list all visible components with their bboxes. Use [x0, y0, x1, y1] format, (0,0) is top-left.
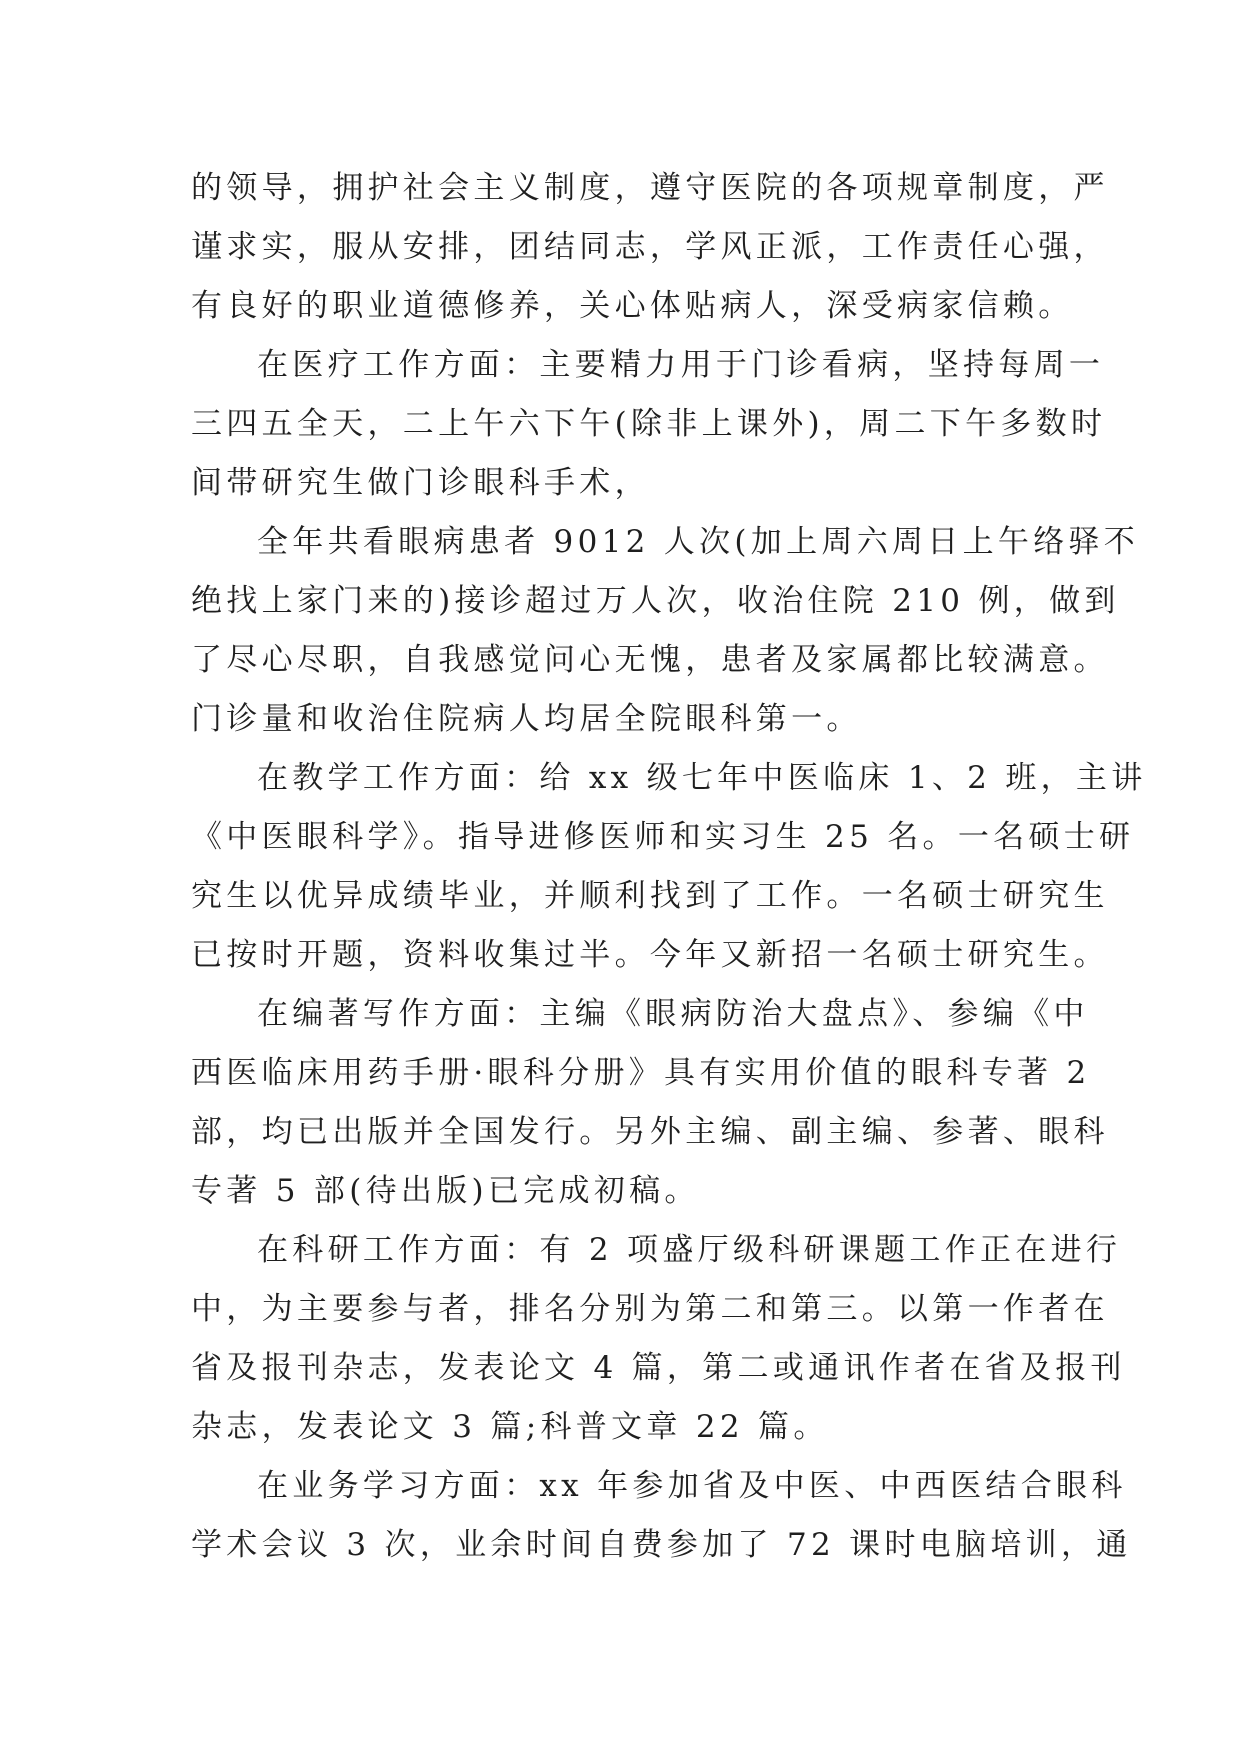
text-line: 的领导，拥护社会主义制度，遵守医院的各项规章制度，严 [191, 170, 1109, 206]
text-line: 有良好的职业道德修养，关心体贴病人，深受病家信赖。 [191, 288, 1074, 324]
text-line: 在医疗工作方面：主要精力用于门诊看病，坚持每周一 [257, 347, 1105, 383]
text-line: 在教学工作方面：给 xx 级七年中医临床 1、2 班，主讲 [257, 760, 1147, 796]
text-line: 全年共看眼病患者 9012 人次(加上周六周日上午络驿不 [257, 524, 1140, 560]
text-line: 杂志，发表论文 3 篇;科普文章 22 篇。 [191, 1409, 829, 1445]
text-line: 绝找上家门来的)接诊超过万人次，收治住院 210 例，做到 [191, 583, 1120, 619]
text-line: 《中医眼科学》。指导进修医师和实习生 25 名。一名硕士研 [191, 819, 1135, 855]
text-line: 在编著写作方面：主编《眼病防治大盘点》、参编《中 [257, 996, 1089, 1032]
text-line: 在业务学习方面：xx 年参加省及中医、中西医结合眼科 [257, 1468, 1127, 1504]
text-line: 西医临床用药手册·眼科分册》具有实用价值的眼科专著 2 [191, 1055, 1091, 1091]
text-line: 间带研究生做门诊眼科手术， [191, 465, 650, 501]
text-line: 究生以优异成绩毕业，并顺利找到了工作。一名硕士研究生 [191, 878, 1109, 914]
text-line: 在科研工作方面：有 2 项盛厅级科研课题工作正在进行 [257, 1232, 1122, 1268]
text-line: 专著 5 部(待出版)已完成初稿。 [191, 1173, 700, 1209]
text-line: 门诊量和收治住院病人均居全院眼科第一。 [191, 701, 862, 737]
text-line: 学术会议 3 次，业余时间自费参加了 72 课时电脑培训，通 [191, 1527, 1132, 1563]
text-line: 了尽心尽职，自我感觉问心无愧，患者及家属都比较满意。 [191, 642, 1109, 678]
text-line: 中，为主要参与者，排名分别为第二和第三。以第一作者在 [191, 1291, 1109, 1327]
text-line: 部，均已出版并全国发行。另外主编、副主编、参著、眼科 [191, 1114, 1109, 1150]
text-line: 三四五全天，二上午六下午(除非上课外)，周二下午多数时 [191, 406, 1107, 442]
body-text [191, 159, 1147, 1575]
text-line: 谨求实，服从安排，团结同志，学风正派，工作责任心强， [191, 229, 1109, 265]
text-line: 已按时开题，资料收集过半。今年又新招一名硕士研究生。 [191, 937, 1109, 973]
text-line: 省及报刊杂志，发表论文 4 篇，第二或通讯作者在省及报刊 [191, 1350, 1126, 1386]
